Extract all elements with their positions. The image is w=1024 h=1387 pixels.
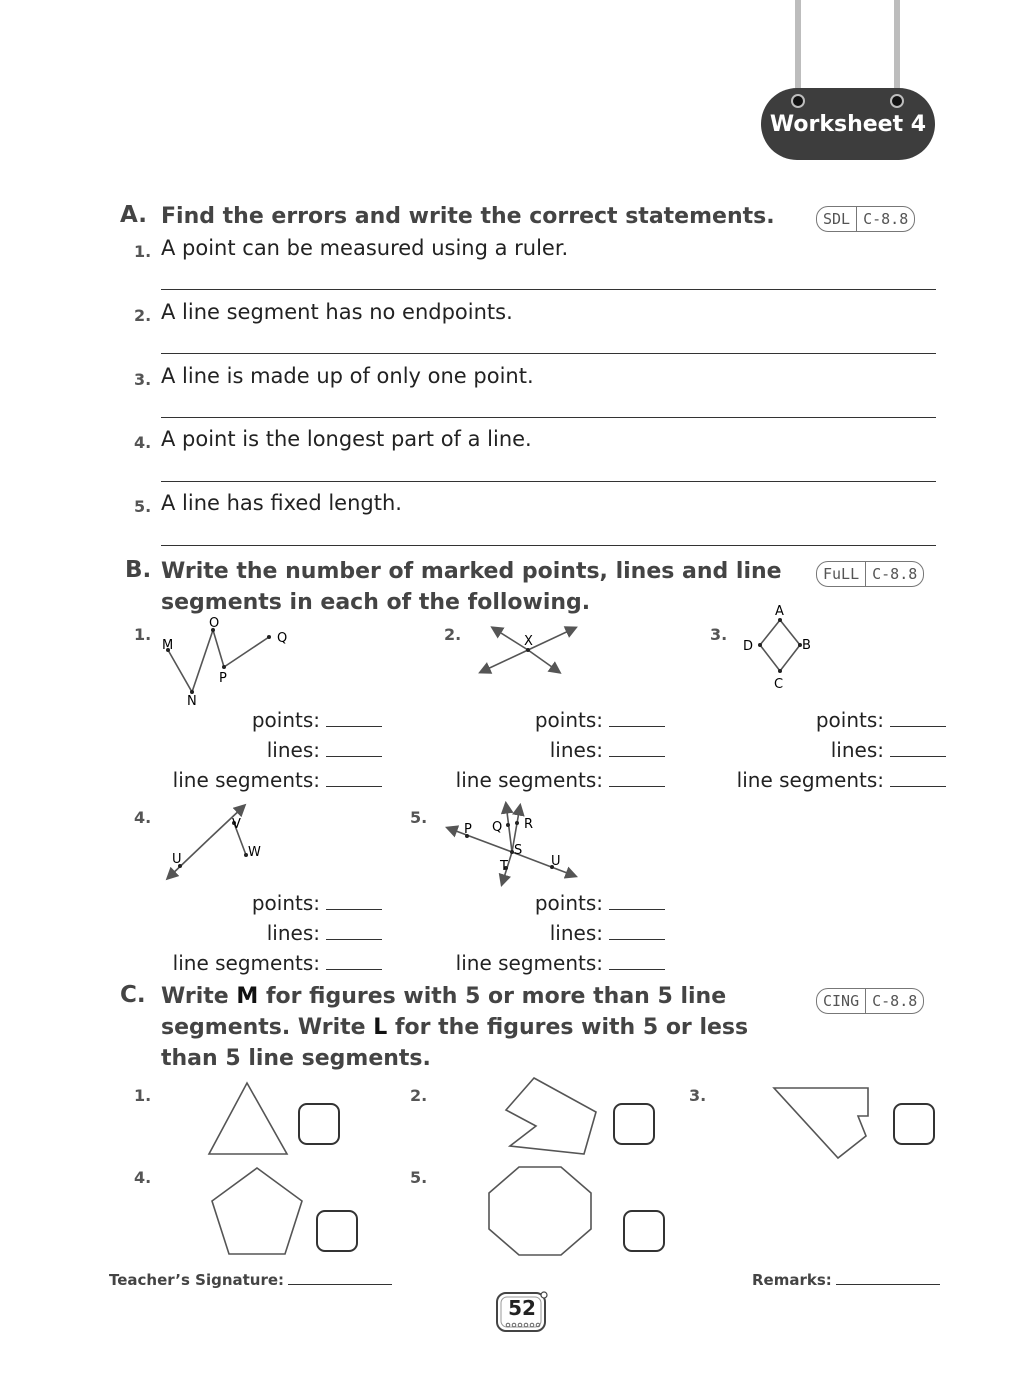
a-item-num: 5. — [134, 497, 152, 516]
c-item-num: 4. — [134, 1168, 152, 1187]
figure-b3 — [740, 602, 820, 692]
b5-fields — [433, 891, 665, 975]
hanger-left — [795, 0, 801, 100]
b-item-num: 4. — [134, 808, 152, 827]
points-field: points: — [433, 891, 665, 915]
tag-ref: C-8.8 — [865, 562, 923, 586]
segments-field: line segments: — [150, 768, 382, 792]
figure-b1 — [155, 612, 295, 707]
answer-box-c2[interactable] — [613, 1103, 655, 1145]
point-label: T — [500, 859, 508, 874]
answer-line-1[interactable] — [161, 289, 936, 290]
a-item-num: 2. — [134, 306, 152, 325]
point-label: P — [219, 671, 227, 686]
answer-box-c4[interactable] — [316, 1210, 358, 1252]
section-b-title-line2: segments in each of the following. — [161, 590, 591, 615]
point-label: U — [172, 852, 182, 867]
lines-field: lines: — [433, 921, 665, 945]
a-item-text: A point is the longest part of a line. — [161, 427, 532, 451]
b-item-num: 5. — [410, 808, 428, 827]
point-label: V — [232, 817, 241, 832]
irregular-shape-c3 — [770, 1084, 870, 1162]
tag-code: SDL — [823, 210, 851, 228]
point-label: M — [162, 638, 174, 653]
b4-fields — [150, 891, 382, 975]
section-b-letter: B. — [125, 557, 152, 583]
tag-ref: C-8.8 — [856, 207, 914, 231]
section-a-letter: A. — [120, 202, 147, 228]
lines-field: lines: — [150, 921, 382, 945]
a-item-num: 1. — [134, 242, 152, 261]
remarks: Remarks: — [752, 1271, 940, 1289]
lines-field: lines: — [433, 738, 665, 762]
a-item-text: A point can be measured using a ruler. — [161, 236, 569, 260]
octagon-shape — [485, 1163, 595, 1259]
answer-line-2[interactable] — [161, 353, 936, 354]
lines-field: lines: — [150, 738, 382, 762]
segments-field: line segments: — [433, 768, 665, 792]
page-number: 52 — [508, 1296, 536, 1320]
section-c-title-line2: segments. Write L for the figures with 5 or less — [161, 1015, 749, 1040]
answer-line-4[interactable] — [161, 481, 936, 482]
tag-code: FuLL — [823, 565, 860, 583]
blank[interactable] — [609, 725, 665, 727]
point-label: N — [187, 694, 197, 707]
blank[interactable] — [609, 785, 665, 787]
answer-box-c1[interactable] — [298, 1103, 340, 1145]
point-label: C — [774, 677, 784, 692]
point-label: U — [551, 854, 561, 869]
point-label: P — [464, 822, 472, 837]
blank[interactable] — [326, 755, 382, 757]
a-item-num: 3. — [134, 370, 152, 389]
point-label: O — [209, 616, 220, 631]
segments-field: line segments: — [714, 768, 946, 792]
hanger-right — [894, 0, 900, 100]
point-label: X — [524, 634, 533, 649]
a-item-text: A line segment has no endpoints. — [161, 300, 513, 324]
b-item-num: 2. — [444, 625, 462, 644]
point-label: B — [802, 638, 811, 653]
a-item-num: 4. — [134, 433, 152, 452]
badge-hole-right — [890, 94, 904, 108]
b1-fields — [150, 708, 382, 792]
blank[interactable] — [609, 908, 665, 910]
blank[interactable] — [326, 908, 382, 910]
lines-field: lines: — [714, 738, 946, 762]
c-item-num: 2. — [410, 1086, 428, 1105]
blank[interactable] — [890, 725, 946, 727]
point-label: A — [775, 604, 784, 619]
worksheet-label: Worksheet 4 — [769, 111, 927, 137]
blank[interactable] — [326, 938, 382, 940]
segments-field: line segments: — [150, 951, 382, 975]
tag-code: CING — [823, 992, 860, 1010]
blank[interactable] — [890, 785, 946, 787]
remarks-line[interactable] — [836, 1283, 940, 1285]
blank[interactable] — [609, 755, 665, 757]
l-letter: L — [373, 1015, 388, 1040]
b2-fields — [433, 708, 665, 792]
c-item-num: 5. — [410, 1168, 428, 1187]
blank[interactable] — [326, 968, 382, 970]
figure-b2 — [475, 620, 583, 678]
pentagon-shape — [208, 1164, 306, 1258]
answer-line-5[interactable] — [161, 545, 936, 546]
worksheet-badge — [761, 88, 935, 160]
point-label: S — [514, 843, 523, 858]
c-item-num: 3. — [689, 1086, 707, 1105]
teacher-signature: Teacher’s Signature: — [109, 1271, 392, 1289]
blank[interactable] — [326, 725, 382, 727]
blank[interactable] — [326, 785, 382, 787]
section-c-title-line1: Write M for figures with 5 or more than 5 line — [161, 984, 727, 1009]
answer-line-3[interactable] — [161, 417, 936, 418]
a-item-text: A line is made up of only one point. — [161, 364, 534, 388]
section-a-title: Find the errors and write the correct statements. — [161, 204, 775, 229]
signature-line[interactable] — [288, 1283, 392, 1285]
section-a-tag — [816, 206, 915, 232]
tag-ref: C-8.8 — [865, 989, 923, 1013]
point-label: W — [248, 845, 261, 860]
answer-box-c3[interactable] — [893, 1103, 935, 1145]
points-field: points: — [714, 708, 946, 732]
c-item-num: 1. — [134, 1086, 152, 1105]
b-item-num: 3. — [710, 625, 728, 644]
answer-box-c5[interactable] — [623, 1210, 665, 1252]
triangle-shape — [205, 1080, 290, 1158]
point-label: D — [743, 639, 754, 654]
points-field: points: — [433, 708, 665, 732]
segments-field: line segments: — [433, 951, 665, 975]
point-label: Q — [492, 820, 503, 835]
blank[interactable] — [609, 938, 665, 940]
irregular-shape-c2 — [500, 1074, 602, 1160]
b3-fields — [714, 708, 946, 792]
section-b-tag — [816, 561, 924, 587]
badge-hole-left — [791, 94, 805, 108]
a-item-text: A line has fixed length. — [161, 491, 402, 515]
b-item-num: 1. — [134, 625, 152, 644]
section-c-letter: C. — [120, 982, 146, 1008]
section-c-title-line3: than 5 line segments. — [161, 1046, 431, 1071]
point-label: Q — [277, 631, 288, 646]
blank[interactable] — [609, 968, 665, 970]
figure-b4 — [160, 798, 270, 884]
section-b-title-line1: Write the number of marked points, lines and line — [161, 559, 782, 584]
m-letter: M — [236, 984, 259, 1009]
points-field: points: — [150, 708, 382, 732]
blank[interactable] — [890, 755, 946, 757]
figure-b5 — [440, 796, 585, 890]
point-label: R — [524, 817, 534, 832]
section-c-tag — [816, 988, 924, 1014]
points-field: points: — [150, 891, 382, 915]
